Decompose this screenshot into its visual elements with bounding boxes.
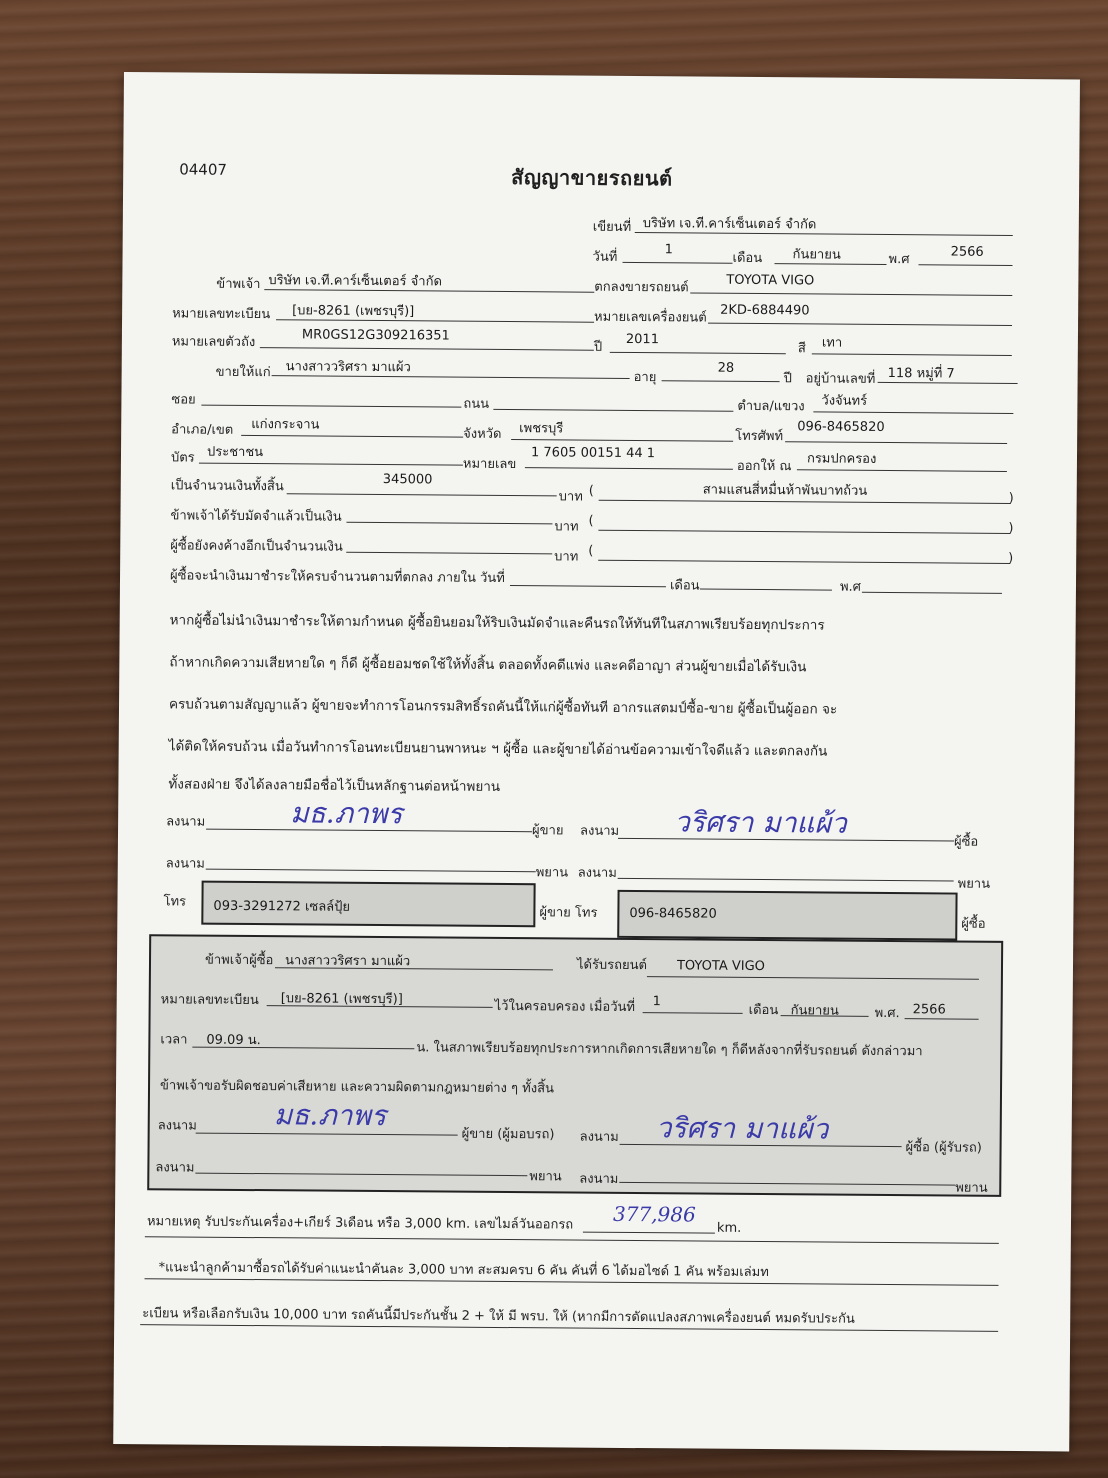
due-month-label: เดือน [669,578,700,594]
engine-label: หมายเลขเครื่องยนต์ [594,309,707,326]
color-line [812,353,1012,356]
buyer-name-line [272,375,630,379]
receipt-buyer-label: ข้าพเจ้าผู้ซื้อ [204,952,274,969]
seller-phone-role: ผู้ขาย โทร [539,905,598,921]
total-baht: บาท [558,489,583,505]
house-line [878,382,1018,384]
receipt-year-label: พ.ศ. [874,1005,900,1022]
due-year-label: พ.ศ [839,579,862,595]
reg-label: หมายเลขทะเบียน [172,306,271,323]
receipt-month: กันยายน [790,1003,839,1019]
owed-line [346,552,552,555]
remark-line [145,1236,999,1244]
receipt-witness-role-1: พยาน [529,1169,562,1185]
subdistrict-label: ตำบล/แขวง [737,398,805,415]
seller-phone-value: 093-3291272 เซลล์ปุ้ย [213,898,351,915]
sign-label-buyer: ลงนาม [579,823,620,839]
reg-line [276,319,594,322]
receipt-buyer-name: นางสาววริศรา มาแผ้ว [284,953,411,970]
paren-close-2: ) [1008,520,1014,537]
card-value: ประชาชน [206,444,264,461]
card-line [199,463,463,466]
issued-label: ออกให้ ณ [736,458,792,475]
sell-to-label: ขายให้แก่ [215,364,271,381]
date-value: 1 [664,242,673,258]
receipt-time: 09.09 น. [206,1032,261,1049]
note-line-2: ะเบียน หรือเลือกรับเงิน 10,000 บาท รถคันนี้มีประกันชั้น 2 + ให้ มี พรบ. ให้ (หากมีการดัดแปลงสภาพเครื่องยนต์ หมดรับประกัน [142,1306,855,1327]
receipt-received-label: ได้รับรถยนต์ [576,957,648,974]
receipt-section [147,934,1003,1197]
province-label: จังหวัด [463,426,502,442]
receipt-seller-signature: มธ.ภาพร [273,1098,387,1133]
deposit-baht: บาท [554,519,579,535]
age-value: 28 [717,360,735,376]
car-year-line [610,352,786,354]
paren-open-3: ( [588,543,594,559]
seller-line [264,289,594,293]
engine-value: 2KD-6884490 [720,302,810,319]
phone-value: 096-8465820 [797,419,885,435]
total-words-line [599,500,1011,504]
issued-value: กรมปกครอง [806,451,877,467]
remark-label: หมายเหตุ รับประกันเครื่อง+เกียร์ 3เดือน หรือ 3,000 km. เลขไมล์วันออกรถ [146,1214,574,1233]
owed-label: ผู้ซื้อยังคงค้างอีกเป็นจำนวนเงิน [170,538,343,555]
receipt-sign-witness-1: ลงนาม [155,1160,195,1176]
phone-line [785,441,1007,444]
year-label: พ.ศ [888,252,910,268]
due-label: ผู้ซื้อจะนำเงินมาชำระให้ครบจำนวนตามที่ตกลง ภายใน วันที่ [169,568,505,587]
year-value: 2566 [950,244,984,260]
due-month-line [700,589,832,591]
receipt-time-label: เวลา [160,1032,188,1048]
seller-signature: มธ.ภาพร [290,796,403,831]
receipt-sign-buyer-label: ลงนาม [579,1129,619,1145]
seller-label: ข้าพเจ้า [216,276,261,293]
car-year-value: 2011 [625,331,660,348]
receipt-car-line [647,976,979,980]
mileage-value: 377,986 [612,1201,696,1227]
seller-role: ผู้ขาย [531,823,564,839]
receipt-sign-seller-label: ลงนาม [157,1118,197,1134]
buyer-phone-role: ผู้ซื้อ [961,916,986,932]
chassis-value: MR0GS12G309216351 [301,327,450,344]
terms-line-5: ทั้งสองฝ่าย จึงได้ลงลายมือชื่อไว้เป็นหลักฐานต่อหน้าพยาน [168,776,501,795]
receipt-year-line [905,1018,979,1020]
terms-line-3: ครบถ้วนตามสัญญาแล้ว ผู้ขายจะทำการโอนกรรมสิทธิ์รถคันนี้ให้แก่ผู้ซื้อทันที อากรแสตมป์ซื้อ-ขาย ผู้ซื้อเป็นผู้ออก จะ [168,696,838,718]
road-label: ถนน [463,396,490,412]
total-label: เป็นจำนวนเงินทั้งสิ้น [170,478,284,495]
terms-line-1: หากผู้ซื้อไม่นำเงินมาชำระให้ตามกำหนด ผู้ซื้อยินยอมให้ริบเงินมัดจำและคืนรถให้ทันทีในสภาพเรียบร้อยทุกประการ [169,612,825,634]
document-number: 04407 [179,160,228,179]
soi-line [201,405,461,408]
paren-open-1: ( [588,483,594,499]
engine-line [708,323,1012,326]
age-line [662,380,780,382]
car-year-label: ปี [593,339,603,355]
receipt-buyer-role: ผู้ซื้อ (ผู้รับรถ) [905,1140,982,1156]
total-value: 345000 [382,472,433,488]
receipt-reg-label: หมายเลขทะเบียน [160,992,259,1009]
phone-label: โทรศัพท์ [735,428,784,445]
district-value: แก่งกระจาน [251,417,320,433]
receipt-condition-1: น. ในสภาพเรียบร้อยทุกประการหากเกิดการเสียหายใด ๆ ก็ดีหลังจากที่รับรถยนต์ ดังกล่าวมา [416,1040,923,1060]
terms-line-2: ถ้าหากเกิดความเสียหายใด ๆ ก็ดี ผู้ซื้อยอมชดใช้ให้ทั้งสิ้น ตลอดทั้งคดีแพ่ง และคดีอาญา ส่วนผู้ขายเมื่อได้รับเงิน [169,654,807,676]
date-line [623,262,733,264]
paren-close-3: ) [1008,550,1014,566]
subdistrict-line [813,411,1013,414]
mileage-line [583,1232,715,1234]
year-line [919,264,1013,266]
sign-label-seller: ลงนาม [166,814,206,830]
receipt-month-label: เดือน [748,1002,779,1019]
receipt-car: TOYOTA VIGO [676,958,765,975]
car-model: TOYOTA VIGO [726,272,815,289]
chassis-line [260,347,594,351]
province-line [511,439,733,442]
soi-label: ซอย [171,392,196,408]
month-line [775,263,887,265]
buyer-name: นางสาววริศรา มาแผ้ว [285,359,411,376]
due-year-line [862,592,1002,594]
deposit-words-line [598,530,1010,534]
agree-label: ตกลงขายรถยนต์ [594,279,689,296]
month-value: กันยายน [792,247,841,263]
color-label: สี [797,341,806,357]
road-line [493,409,733,412]
chassis-label: หมายเลขตัวถัง [171,334,256,351]
owed-baht: บาท [554,549,579,565]
receipt-witness-role-2: พยาน [955,1180,988,1196]
house-label: อยู่บ้านเลขที่ [805,371,876,387]
contract-paper [113,72,1080,1451]
witness-role-2: พยาน [957,876,991,892]
age-unit: ปี [783,371,792,387]
receipt-witness-2-line [619,1182,955,1186]
buyer-phone-value: 096-8465820 [629,905,717,922]
seller-name: บริษัท เจ.ที.คาร์เซ็นเตอร์ จำกัด [268,273,442,290]
mileage-unit: km. [716,1220,742,1236]
paren-close-1: ) [1008,490,1014,507]
age-label: อายุ [633,370,657,386]
province-value: เพชรบุรี [519,421,564,437]
document-title: สัญญาขายรถยนต์ [511,165,673,191]
sign-label-witness-1: ลงนาม [165,856,205,872]
due-date-line [510,585,666,587]
witness-2-line [618,878,954,882]
written-at-value: บริษัท เจ.ที.คาร์เซ็นเตอร์ จำกัด [642,216,817,233]
receipt-witness-1-line [195,1173,527,1177]
receipt-date-line [643,1012,743,1014]
card-no-value: 1 7605 00151 44 1 [530,445,656,462]
receipt-date: 1 [652,994,662,1010]
receipt-condition-2: ข้าพเจ้าขอรับผิดชอบค่าเสียหาย และความผิดตามกฎหมายต่าง ๆ ทั้งสิ้น [159,1078,554,1097]
total-words: สามแสนสี่หมื่นห้าพันบาทถ้วน [702,482,868,499]
deposit-label: ข้าพเจ้าได้รับมัดจำแล้วเป็นเงิน [170,508,342,525]
receipt-buyer-signature: วริศรา มาแผ้ว [655,1111,829,1146]
note-line-1: *แนะนำลูกค้ามาซื้อรถได้รับค่าแนะนำคันละ 3,000 บาท สะสมครบ 6 คัน คันที่ 6 ได้มอไซด์ 1 คัน พร้อมเล่มท [158,1260,769,1281]
house-value: 118 หมู่ที่ 7 [887,366,955,382]
district-label: อำเภอ/เขต [171,422,234,438]
month-label: เดือน [732,250,763,267]
written-at-line [635,232,1013,236]
witness-1-line [206,869,536,873]
buyer-signature: วริศรา มาแผ้ว [673,805,847,840]
total-line [287,493,557,496]
date-label: วันที่ [592,249,618,265]
card-no-label: หมายเลข [462,456,517,473]
district-line [241,435,463,438]
reg-value: [บย-8261 (เพชรบุรี)] [292,303,415,320]
phone-label-seller: โทร [163,894,187,910]
written-at-label: เขียนที่ [592,219,632,235]
sign-label-witness-2: ลงนาม [577,865,617,881]
subdistrict-value: วังจันทร์ [821,393,868,409]
receipt-year: 2566 [912,1002,946,1018]
witness-role-1: พยาน [535,865,569,881]
deposit-line [346,522,552,525]
paren-open-2: ( [588,513,594,529]
car-line [690,292,1012,296]
buyer-role: ผู้ซื้อ [953,834,979,850]
seller-phone-box [201,881,535,928]
issued-line [797,469,1007,472]
terms-line-4: ได้ติดให้ครบถ้วน เมื่อวันทำการโอนทะเบียนยานพาหนะ ฯ ผู้ซื้อ และผู้ขายได้อ่านข้อความเข้าใจดีแล้ว และตกลงกัน [168,738,828,760]
receipt-seller-role: ผู้ขาย (ผู้มอบรถ) [461,1126,555,1143]
receipt-reg-value: [บย-8261 (เพชรบุรี)] [280,991,403,1008]
card-label: บัตร [170,450,195,466]
owed-words-line [598,560,1010,564]
receipt-possess-label: ไว้ในครอบครอง เมื่อวันที่ [494,998,636,1016]
buyer-phone-box [617,890,957,941]
color-value: เทา [821,335,843,351]
card-no-line [525,467,733,470]
receipt-sign-witness-2: ลงนาม [579,1171,619,1187]
